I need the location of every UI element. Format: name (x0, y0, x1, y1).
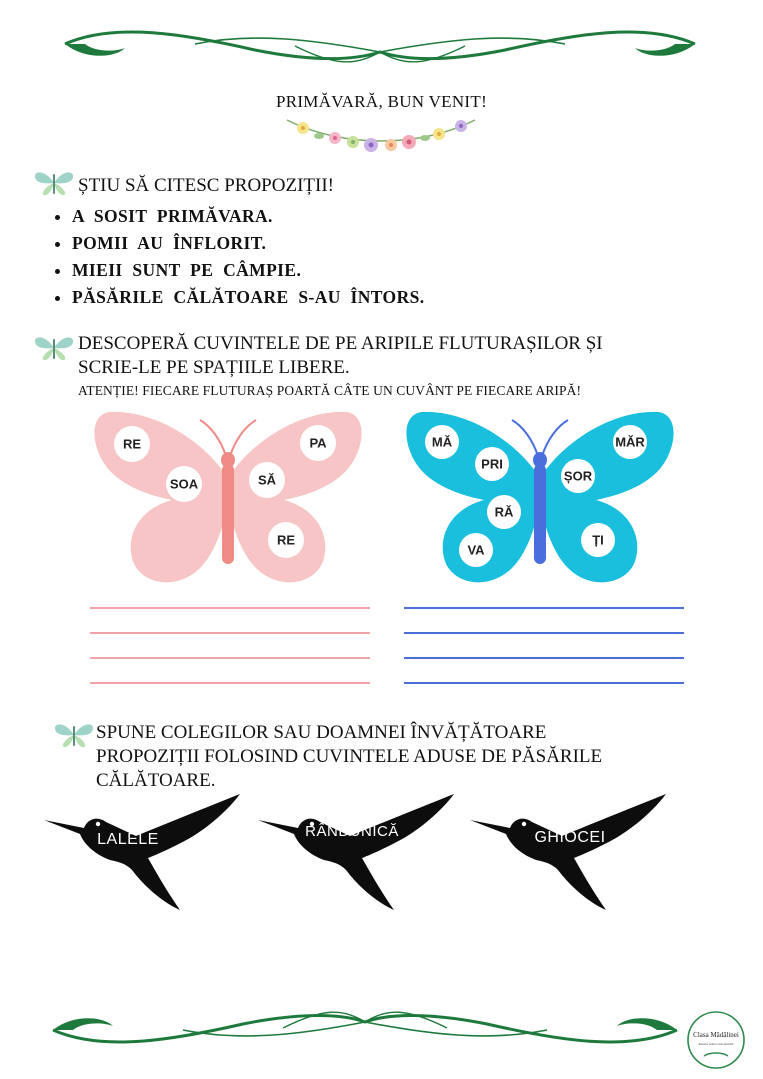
section2-note: ATENȚIE! FIECARE FLUTURAȘ POARTĂ CÂTE UN CUVÂNT PE FIECARE ARIPĂ! (78, 383, 582, 398)
top-ornament (55, 22, 705, 72)
pink-right-wing (228, 412, 362, 582)
blue-right-wing (540, 412, 674, 582)
page-title: PRIMĂVARĂ, BUN VENIT! (275, 92, 488, 111)
butterfly-icon (52, 720, 96, 750)
section2-heading-line2: SCRIE-LE PE SPAȚIILE LIBERE. (78, 357, 350, 378)
stamp-title: Clasa Mădălinei (693, 1031, 739, 1039)
blue-syllable: RĂ (494, 504, 514, 520)
sentence-item: • A SOSIT PRIMĂVARA. (72, 203, 425, 230)
bottom-ornament (45, 1002, 685, 1052)
bird-word: RÂNDUNICĂ (305, 823, 399, 840)
writing-lines (88, 600, 688, 690)
sentence-item: • PĂSĂRILE CĂLĂTOARE S-AU ÎNTORS. (72, 284, 425, 311)
pink-syllable: PA (309, 435, 327, 451)
blue-syllable: VA (467, 542, 485, 558)
blue-syllable: MĂ (431, 434, 453, 450)
blue-syllable: ȚI (592, 532, 604, 548)
section2-heading (78, 332, 728, 380)
bird-swallow (466, 792, 676, 917)
blue-syllable: ȘOR (563, 468, 593, 484)
pink-syllable: SĂ (257, 472, 277, 488)
section3-heading-line2: PROPOZIȚII FOLOSIND CUVINTELE ADUSE DE PĂSĂRILE (96, 746, 603, 767)
blue-butterfly (404, 408, 676, 590)
pink-butterfly (92, 408, 364, 590)
blue-body (534, 464, 546, 564)
stamp-subtitle: Resurse pentru clasa primară (698, 1042, 734, 1046)
butterfly-icon (32, 168, 76, 198)
bird-word: LALELE (97, 831, 159, 848)
pink-syllable: RE (276, 532, 296, 548)
bird-swallow (40, 792, 250, 917)
sentence-item: • MIEII SUNT PE CÂMPIE. (72, 257, 425, 284)
blue-syllable: PRI (481, 456, 503, 472)
blue-syllable: MĂR (615, 434, 645, 450)
pink-syllable: RE (122, 436, 142, 452)
section3-heading (96, 721, 716, 793)
pink-body (222, 464, 234, 564)
section1-heading: ȘTIU SĂ CITESC PROPOZIȚII! (78, 175, 334, 196)
flower-garland (283, 114, 479, 158)
pink-left-wing (94, 412, 228, 582)
section3-heading-line1: SPUNE COLEGILOR SAU DOAMNEI ÎNVĂȚĂTOARE (96, 722, 547, 743)
butterfly-icon (32, 333, 76, 363)
class-stamp-logo (686, 1010, 746, 1070)
pink-syllable: SOA (169, 476, 199, 492)
section2-heading-line1: DESCOPERĂ CUVINTELE DE PE ARIPILE FLUTURAȘILOR ȘI (78, 333, 603, 354)
sentence-list (52, 203, 425, 311)
bird-swallow (254, 792, 464, 917)
section3-heading-line3: CĂLĂTOARE. (96, 770, 216, 791)
bird-word: GHIOCEI (534, 829, 606, 846)
sentence-item: • POMII AU ÎNFLORIT. (72, 230, 425, 257)
